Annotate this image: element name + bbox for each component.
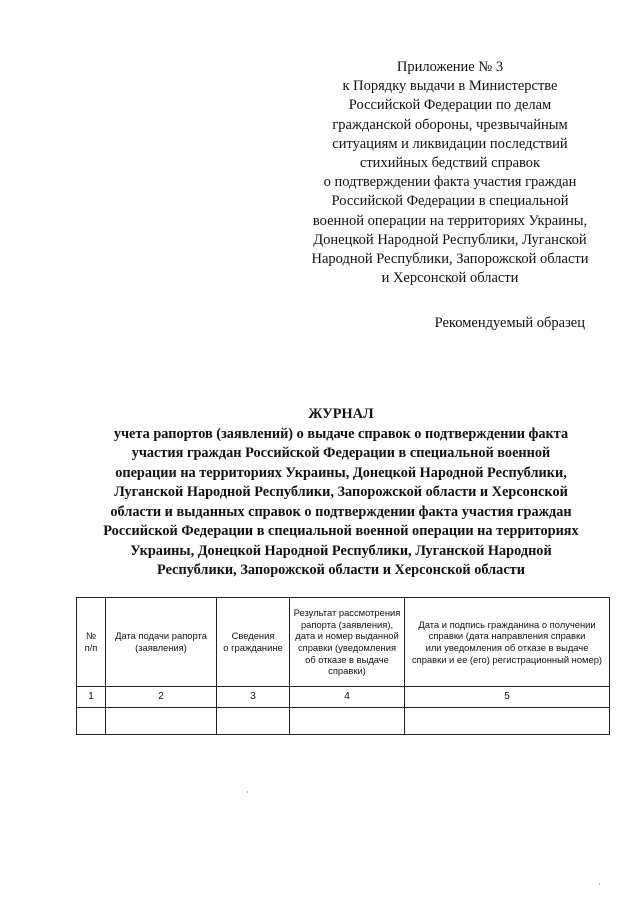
column-header-review-result (290, 598, 405, 687)
journal-subtitle-line: операции на территориях Украины, Донецкой Народной Республики, (115, 464, 567, 481)
journal-subtitle-line: учета рапортов (заявлений) о выдаче справок о подтверждении факта (113, 425, 569, 442)
header-text-line: Дата подачи рапорта (115, 630, 207, 642)
appendix-line: Российской Федерации по делам (348, 97, 552, 114)
empty-cell (77, 708, 106, 735)
column-number-3: 3 (217, 687, 290, 708)
journal-title (30, 405, 640, 581)
header-text-line: о гражданине (223, 642, 283, 653)
appendix-line: гражданской обороны, чрезвычайным (332, 116, 568, 133)
appendix-line: и Херсонской области (381, 270, 519, 287)
empty-table-row (77, 708, 610, 735)
column-number-4: 4 (290, 687, 405, 708)
journal-table (76, 597, 610, 735)
header-text-line: Результат рассмотрения (293, 607, 401, 619)
empty-cell (290, 708, 405, 735)
journal-heading: ЖУРНАЛ (308, 406, 374, 422)
journal-subtitle-line: Республики, Запорожской области и Херсонской области (157, 562, 525, 578)
journal-subtitle-line: Луганской Народной Республики, Запорожской области и Херсонской (114, 484, 568, 500)
empty-cell (405, 708, 610, 735)
appendix-line: к Порядку выдачи в Министерстве (342, 78, 558, 95)
header-text-line: Сведения (231, 630, 275, 642)
recommended-sample-label: Рекомендуемый образец (434, 315, 585, 331)
appendix-line: Донецкой Народной Республики, Луганской (313, 231, 587, 248)
header-text-line: (заявления) (135, 642, 187, 653)
header-text-line: или уведомления об отказе в выдаче (425, 642, 589, 653)
empty-cell (106, 708, 217, 735)
header-text-line: справки (дата направления справки (428, 630, 586, 642)
scan-speck: · (598, 880, 601, 889)
header-text-line: рапорта (заявления), (300, 618, 394, 630)
header-text-line: справки и ее (его) регистрационный номер) (411, 653, 603, 665)
appendix-line: Народной Республики, Запорожской области (311, 251, 589, 268)
scan-speck: · (246, 788, 249, 797)
header-text-line: п/п (84, 642, 98, 653)
journal-subtitle (30, 425, 640, 581)
column-number-row (77, 687, 610, 708)
journal-subtitle-line: участия граждан Российской Федерации в специальной военной (131, 445, 551, 461)
header-text-line: справки) (328, 665, 366, 677)
header-text-line: справки (уведомления (297, 642, 397, 653)
column-number-5: 5 (405, 687, 610, 708)
appendix-line: ситуациям и ликвидации последствий (332, 135, 568, 152)
journal-subtitle-line: области и выданных справок о подтверждении факта участия граждан (110, 503, 572, 520)
column-number-2: 2 (106, 687, 217, 708)
header-text-line: № (85, 630, 97, 642)
table-header-row (77, 598, 610, 687)
column-number-1: 1 (77, 687, 106, 708)
journal-subtitle-line: Российской Федерации в специальной военной операции на территориях (103, 523, 579, 539)
appendix-line: о подтверждении факта участия граждан (323, 174, 577, 191)
journal-subtitle-line: Украины, Донецкой Народной Республики, Луганской Народной (130, 542, 552, 559)
appendix-line: Приложение № 3 (396, 59, 504, 75)
empty-cell (217, 708, 290, 735)
appendix-line: военной операции на территориях Украины, (312, 212, 588, 229)
column-header-number (77, 598, 106, 687)
header-text-line: дата и номер выданной (295, 630, 399, 642)
appendix-line: стихийных бедствий справок (359, 155, 541, 172)
column-header-receipt-signature (405, 598, 610, 687)
appendix-line: Российской Федерации в специальной (331, 193, 569, 210)
header-text-line: об отказе в выдаче (305, 653, 389, 665)
header-text-line: Дата и подпись гражданина о получении (418, 618, 596, 630)
appendix-note (280, 58, 620, 288)
column-header-submission-date (106, 598, 217, 687)
column-header-citizen-info (217, 598, 290, 687)
